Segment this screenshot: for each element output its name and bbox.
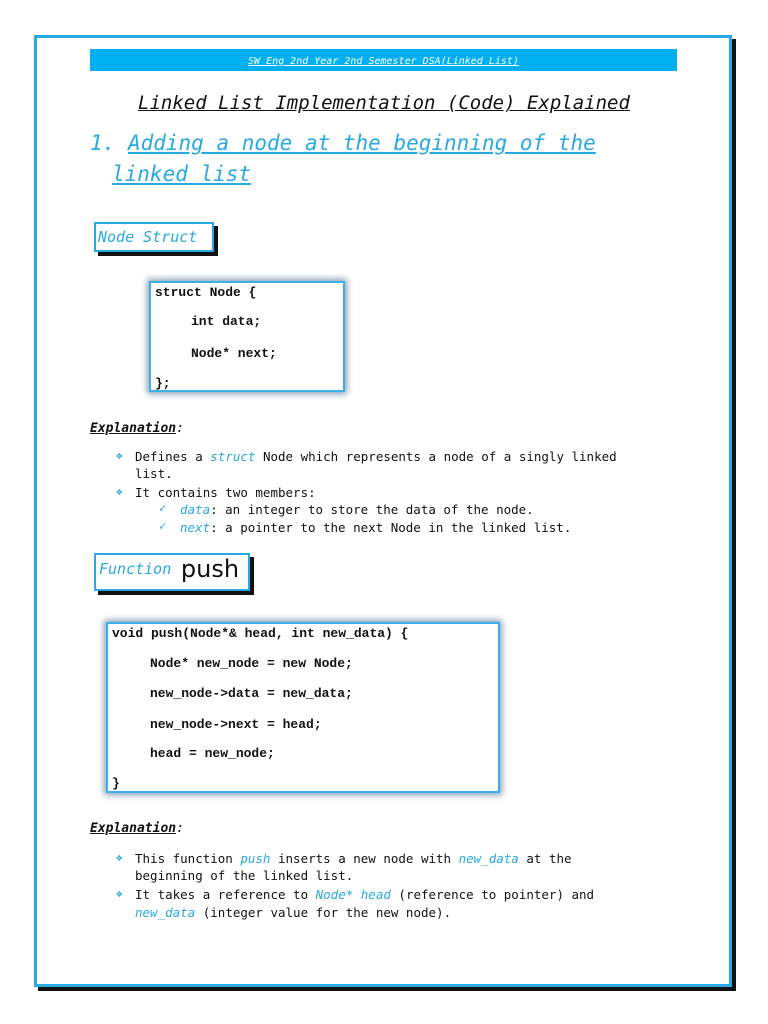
push-heading-main: push [180, 555, 240, 583]
section-title-line1: Adding a node at the beginning of the [127, 131, 596, 155]
diamond-bullet-icon: ❖ [116, 851, 123, 864]
section-heading [90, 128, 690, 190]
code-line: Node* next; [191, 346, 277, 361]
bullet-item: It contains two members: [135, 485, 316, 500]
code-line: }; [155, 376, 171, 391]
explanation-label: Explanation: [90, 821, 184, 836]
code-line: head = new_node; [150, 746, 275, 761]
bullet-item-continued: new_data (integer value for the new node). [135, 905, 452, 920]
explanation-label: Explanation: [90, 421, 184, 436]
header-text: SW Eng 2nd Year 2nd Semester DSA(Linked List) [248, 56, 519, 67]
check-icon: ✓ [159, 519, 167, 533]
code-line: } [112, 776, 120, 791]
code-line: int data; [191, 314, 262, 329]
node-struct-heading-box [94, 222, 214, 252]
push-code-block [106, 622, 500, 793]
code-line: new_node->next = head; [150, 717, 322, 732]
code-line: new_node->data = new_data; [150, 686, 353, 701]
bullet-item-continued: list. [135, 466, 173, 481]
section-title-line2: linked list [112, 162, 252, 186]
code-line: void push(Node*& head, int new_data) { [112, 626, 409, 641]
diamond-bullet-icon: ❖ [116, 887, 123, 900]
node-struct-heading: Node Struct [98, 228, 198, 246]
section-number: 1. [90, 131, 116, 155]
diamond-bullet-icon: ❖ [116, 449, 123, 462]
push-heading-prefix: Function [99, 560, 172, 578]
code-line: struct Node { [155, 285, 257, 300]
sub-bullet-item: next: a pointer to the next Node in the linked list. [180, 520, 572, 535]
header-bar [90, 49, 677, 71]
push-heading-box [94, 553, 250, 591]
code-line: Node* new_node = new Node; [150, 656, 353, 671]
bullet-item: This function push inserts a new node with new_data at the [135, 851, 572, 866]
bullet-item: It takes a reference to Node* head (reference to pointer) and [135, 887, 595, 902]
page-title: Linked List Implementation (Code) Explained [138, 92, 630, 114]
sub-bullet-item: data: an integer to store the data of the node. [180, 502, 534, 517]
bullet-item-continued: beginning of the linked list. [135, 868, 354, 883]
diamond-bullet-icon: ❖ [116, 485, 123, 498]
check-icon: ✓ [159, 501, 167, 515]
struct-code-block [149, 281, 345, 392]
bullet-item: Defines a struct Node which represents a node of a singly linked [135, 449, 617, 464]
